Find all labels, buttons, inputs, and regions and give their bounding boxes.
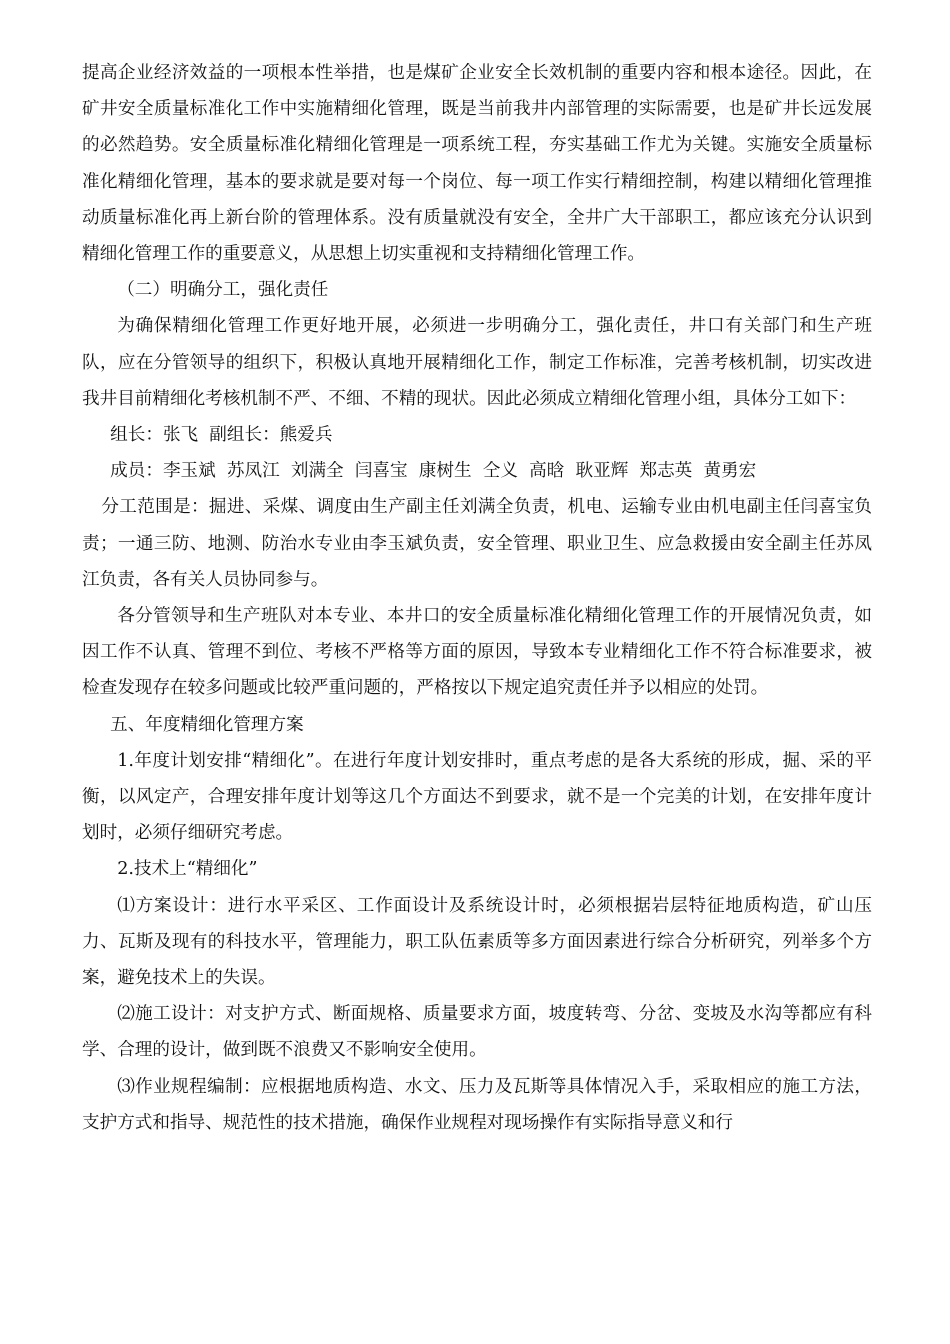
group-leaders-line: 组长：张飞 副组长：熊爱兵	[110, 425, 333, 446]
paragraph-division-of-labor: 为确保精细化管理工作更好地开展，必须进一步明确分工，强化责任，井口有关部门和生产班队，应在分管领导的组织下，积极认真地开展精细化工作，制定工作标准，完善考核机制，切实改进我井目前精细化考核机制不严、不细、不精的现状。因此必须成立精细化管理小组，具体分工如下：	[82, 316, 872, 409]
section-heading-annual-plan: 五、年度精细化管理方案	[110, 714, 304, 735]
paragraph-annual-plan-item-2: 2.技术上“精细化”	[117, 859, 258, 880]
paragraph-intro-continued: 提高企业经济效益的一项根本性举措，也是煤矿企业安全长效机制的重要内容和根本途径。因此，在矿井安全质量标准化工作中实施精细化管理，既是当前我井内部管理的实际需要，也是矿井长远发展的必然趋势。安全质量标准化精细化管理是一项系统工程，夯实基础工作尤为关键。实施安全质量标准化精细化管理，基本的要求就是要对每一个岗位、每一项工作实行精细控制，构建以精细化管理推动质量标准化再上新台阶的管理体系。没有质量就没有安全，全井广大干部职工，都应该充分认识到精细化管理工作的重要意义，从思想上切实重视和支持精细化管理工作。	[82, 63, 872, 265]
group-members-line: 成员：李玉斌 苏凤江 刘满全 闫喜宝 康树生 仝义 高晗 耿亚辉 郑志英 黄勇宏	[110, 461, 757, 482]
document-page	[82, 55, 872, 1141]
section-heading-division-of-labor: （二）明确分工，强化责任	[117, 280, 329, 301]
paragraph-annual-plan-item-1: 1.年度计划安排“精细化”。在进行年度计划安排时，重点考虑的是各大系统的形成，掘、采的平衡，以风定产，合理安排年度计划等这几个方面达不到要求，就不是一个完美的计划，在安排年度计划时，必须仔细研究考虑。	[82, 750, 872, 844]
paragraph-accountability: 各分管领导和生产班队对本专业、本井口的安全质量标准化精细化管理工作的开展情况负责，如因工作不认真、管理不到位、考核不严格等方面的原因，导致本专业精细化工作不符合标准要求，被检查发现存在较多问题或比较严重问题的，严格按以下规定追究责任并予以相应的处罚。	[82, 606, 872, 699]
paragraph-operating-rules: ⑶作业规程编制：应根据地质构造、水文、压力及瓦斯等具体情况入手，采取相应的施工方法，支护方式和指导、规范性的技术措施，确保作业规程对现场操作有实际指导意义和行	[82, 1076, 872, 1133]
paragraph-scheme-design: ⑴方案设计：进行水平采区、工作面设计及系统设计时，必须根据岩层特征地质构造，矿山压力、瓦斯及现有的科技水平，管理能力，职工队伍素质等多方面因素进行综合分析研究，列举多个方案，避免技术上的失误。	[82, 895, 872, 989]
paragraph-construction-design: ⑵施工设计：对支护方式、断面规格、质量要求方面，坡度转弯、分岔、变坡及水沟等都应有科学、合理的设计，做到既不浪费又不影响安全使用。	[82, 1004, 872, 1061]
paragraph-scope-of-responsibility: 分工范围是：掘进、采煤、调度由生产副主任刘满全负责，机电、运输专业由机电副主任闫喜宝负责；一通三防、地测、防治水专业由李玉斌负责，安全管理、职业卫生、应急救援由安全副主任苏凤江负责，各有关人员协同参与。	[82, 497, 872, 590]
